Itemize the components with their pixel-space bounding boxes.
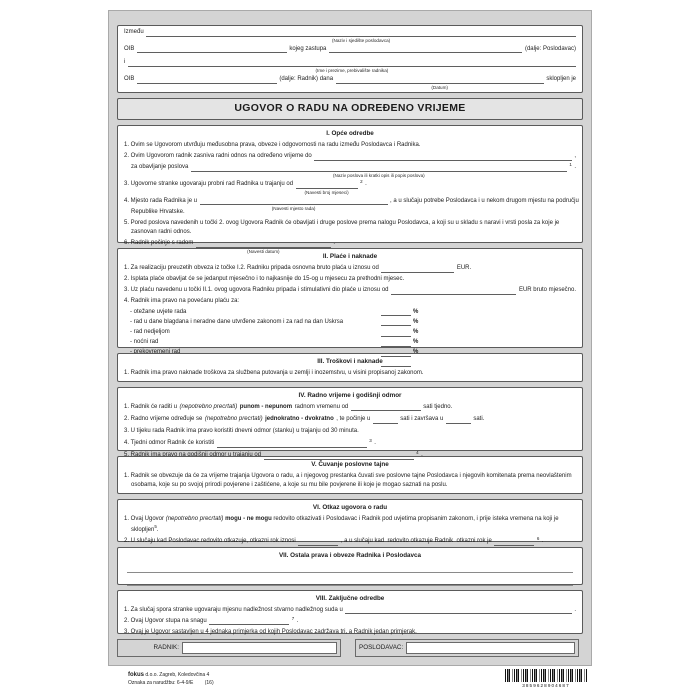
strike-hint: (nepotrebno precrtati) — [165, 516, 224, 522]
clause-text: EUR bruto mjesečno. — [518, 287, 576, 294]
pay-increase-label: - rad nedjeljom — [130, 328, 170, 335]
clause-text: . — [574, 164, 576, 171]
pay-increase-row — [124, 338, 576, 347]
contract-sheet — [108, 10, 592, 666]
weekly-hours-blank — [351, 405, 421, 411]
blank-write-line — [127, 576, 573, 586]
worker-name-hint: (Ime i prezime, prebivalište radnika) — [315, 68, 389, 74]
job-description-hint: (Naziv poslova ili kratki opis ili popis poslova) — [333, 172, 425, 178]
clause-text: . — [296, 617, 299, 624]
court-city-blank — [345, 608, 572, 614]
clause-text: 1. Radnik se obvezuje da će za vrijeme trajanja Ugovora o radu, a i njegovog prestanka čuvati sve poslovne tajne Poslodavca i njegovih komitenata prema neovlaštenim osobama, koje su po svojoj prirodi povjerene i zaštićene, a koje su mu bile povjerene ili koje je mogao saznati na poslu. — [124, 473, 572, 488]
option-text: jednokratno - dvokratno — [265, 415, 334, 422]
blank-write-line — [127, 563, 573, 573]
workplace-blank — [200, 199, 388, 212]
form-line — [124, 537, 576, 546]
pay-increase-label: - rad u dane blagdana i neradne dane utvrđene zakonom i za rad na dan Uskrsa — [130, 318, 344, 325]
pay-increase-row — [124, 328, 576, 337]
clause-text: , te počinje u — [336, 415, 371, 422]
clause-text: 1. Ovaj Ugovor — [124, 516, 165, 522]
effective-date-blank — [209, 619, 289, 625]
form-line — [124, 152, 576, 161]
clause-text: redovito otkazivati i Poslodavac i Radnik pod uvjetima propisanim zakonom, i prije isteka vremena na koji je sklopljen — [131, 516, 559, 533]
worker-short-label: (dalje: Radnik) dana — [279, 76, 334, 83]
and-label: i — [124, 59, 126, 66]
signature-row — [117, 639, 583, 657]
clause-text: . — [574, 606, 576, 613]
clause-text: 3. Ovaj je Ugovor sastavljen u 4 jednaka primjerka od kojih Poslodavac zadržava tri, a Radnik jedan primjerak. — [124, 628, 417, 635]
option-text: mogu - ne mogu — [225, 516, 272, 522]
form-line — [124, 617, 576, 626]
representative-name-blank — [329, 47, 523, 53]
end-date-blank — [314, 155, 572, 161]
clause-text: 4. Radnik ima pravo na povećanu plaću za: — [124, 298, 240, 305]
worker-signature-box — [117, 639, 341, 657]
clause-text: 2. Ovim Ugovorom radnik zasniva radni odnos na određeno vrijeme do — [124, 153, 312, 160]
form-line — [124, 439, 576, 448]
section-heading: VI. Otkaz ugovora o radu — [312, 504, 388, 512]
clause-text: . — [541, 537, 544, 544]
footnote-ref: 4 — [416, 450, 419, 456]
clause-text: . — [333, 239, 336, 246]
form-line — [124, 45, 576, 54]
gross-salary-blank — [381, 267, 454, 273]
footnote-ref: 5 — [154, 523, 157, 529]
clause-text: 5. Pored poslova navedenih u točki 2. ovog Ugovora Radnik će obavljati i druge poslove prema nalogu Poslodavca, a koji su u skladu s naravi i vrsti posla za koje je zasnovan radni odnos. — [124, 219, 560, 235]
section-other-rights — [117, 547, 583, 585]
oib-label: OIB — [124, 76, 135, 83]
worker-signature-field — [182, 642, 337, 654]
employer-signature-label: POSLODAVAC: — [359, 644, 404, 652]
clause-text: 4. Mjesto rada Radnika je u — [124, 197, 198, 204]
employer-signature-box — [355, 639, 579, 657]
percentage-blank — [381, 341, 411, 347]
employer-name-hint: (Naziv i sjedište poslodavca) — [331, 37, 391, 43]
form-line — [124, 239, 576, 254]
barcode-number: 3859628904687 — [522, 682, 570, 688]
clause-text: , — [574, 153, 576, 160]
footnote-ref: 3 — [369, 438, 372, 444]
oib-label: OIB — [124, 45, 135, 52]
section-termination — [117, 499, 583, 542]
form-line — [124, 178, 576, 195]
section-heading: IV. Radno vrijeme i godišnji odmor — [298, 392, 402, 400]
printer-imprint — [128, 672, 214, 686]
form-line — [124, 606, 576, 615]
clause-text: za obavljanje poslova — [131, 164, 189, 171]
start-date-blank — [196, 242, 331, 254]
strike-hint: (nepotrebno precrtati) — [204, 415, 263, 422]
workplace-hint: (Navesti mjesto rada) — [271, 206, 316, 212]
section-expenses — [117, 353, 583, 382]
worker-notice-blank — [494, 540, 534, 546]
clause-text: 1. Za realizaciju preuzetih obveza iz točke I.2. Radniku pripada osnovna bruto plaća u iznosu od — [124, 264, 379, 271]
clause-text: sati tjedno. — [423, 403, 453, 410]
clause-paragraph — [124, 515, 576, 534]
section-business-secrets — [117, 456, 583, 494]
publisher-address: d.o.o. Zagreb, Koledovčina 4 — [145, 672, 210, 678]
section-general-provisions — [117, 125, 583, 254]
clause-text: 1. Za slučaj spora stranke ugovaraju mjesnu nadležnost stvarno nadležnog suda u — [124, 606, 343, 613]
clause-text: radnom vremenu od — [294, 403, 349, 410]
form-line — [124, 286, 576, 295]
section-final-provisions — [117, 590, 583, 634]
form-line — [124, 403, 576, 412]
percent-sign: % — [413, 328, 419, 335]
clause-text: 3. Uz plaću navedenu u točki II.1. ovog ugovora Radniku pripada i stimulativni dio plaće u iznosu od — [124, 287, 389, 294]
clause-text: 3. U tijeku rada Radnik ima pravo koristiti dnevni odmor (stanku) u trajanju od 30 minuta. — [124, 428, 359, 435]
between-label: Između — [124, 29, 144, 35]
order-line — [128, 680, 214, 687]
form-line — [124, 264, 576, 273]
order-number: (16) — [204, 679, 214, 686]
clause-text: 4. Tjedni odmor Radnik će koristiti — [124, 440, 215, 447]
job-description-blank — [191, 166, 567, 178]
barcode — [505, 669, 587, 688]
percent-sign: % — [413, 308, 419, 315]
footnote-ref: 6 — [536, 535, 540, 541]
weekly-rest-blank — [217, 442, 367, 448]
clause-text: sati i završava u — [400, 415, 444, 422]
clause-text: . — [374, 440, 376, 447]
worker-oib-blank — [137, 78, 277, 84]
start-time-blank — [373, 418, 398, 424]
form-line — [124, 415, 576, 424]
section-heading: V. Čuvanje poslovne tajne — [311, 461, 389, 469]
represented-by-label: kojeg zastupa — [289, 45, 327, 52]
clause-text: EUR. — [456, 264, 472, 271]
bonus-salary-blank — [391, 289, 516, 295]
employer-oib-blank — [137, 47, 287, 53]
end-time-blank — [446, 418, 471, 424]
footnote-ref: 7 — [291, 615, 295, 621]
annual-leave-blank — [264, 454, 414, 460]
form-line — [124, 162, 576, 178]
clause-text: 3. Ugovorne stranke ugovaraju probni rad Radnika u trajanju od — [124, 180, 294, 187]
contract-title: UGOVOR O RADU NA ODREĐENO VRIJEME — [117, 98, 583, 120]
employer-short-label: (dalje: Poslodavac) — [524, 45, 576, 52]
clause-text: . — [365, 180, 367, 187]
clause-text: 2. U slučaju kad Poslodavac redovito otkazuje, otkazni rok iznosi — [124, 537, 296, 544]
section-heading: VIII. Zaključne odredbe — [315, 594, 385, 602]
clause-text: 2. Ovaj Ugovor stupa na snagu — [124, 617, 207, 624]
percentage-blank — [381, 331, 411, 337]
clause-text: 6. Radnik počinje s radom — [124, 239, 194, 246]
clause-text: 1. Radnik ima pravo naknade troškova za službena putovanja u zemlji i inozemstvu, u visini propisanoj zakonom. — [124, 369, 424, 376]
concluded-label: sklopljen je — [546, 76, 576, 83]
footnote-ref: 2 — [360, 178, 363, 184]
clause-text: sati. — [473, 415, 485, 422]
percent-sign: % — [413, 339, 419, 346]
section-heading: I. Opće odredbe — [326, 130, 374, 138]
option-text: punom - nepunom — [239, 403, 293, 410]
percentage-blank — [381, 320, 411, 326]
clause-text: 2. Isplata plaće obavljat će se jedanput mjesečno i to najkasnije do 15-og u mjesecu za prethodni mjesec. — [124, 276, 405, 283]
section-salary — [117, 248, 583, 348]
pay-increase-row — [124, 318, 576, 327]
trial-period-blank — [296, 183, 358, 195]
order-code: Oznaka za narudžbu: 6-4-9/E — [128, 679, 194, 686]
percentage-blank — [381, 351, 411, 357]
section-heading: III. Troškovi i naknade — [317, 358, 383, 366]
clause-text: 1. Radnik će raditi u — [124, 403, 178, 410]
trial-period-hint: (Navesti broj mjeseci) — [304, 189, 349, 195]
clause-text: Republike Hrvatske. — [131, 208, 185, 215]
clause-text: , a u slučaju kad redovito otkazuje Radnik otkazni rok je — [340, 537, 492, 544]
date-hint: (Datum) — [431, 84, 448, 90]
clause-text: 1. Ovim se Ugovorom utvrđuju međusobna prava, obveze i odgovornosti na radu između Poslodavca i Radnika. — [124, 141, 421, 148]
form-line — [124, 28, 576, 43]
strike-hint: (nepotrebno precrtati) — [179, 403, 238, 410]
publisher-line — [128, 672, 214, 680]
clause-text: 2. Radno vrijeme određuje se — [124, 415, 203, 422]
worker-name-blank — [128, 61, 576, 74]
parties-header-box — [117, 25, 583, 93]
form-line — [124, 58, 576, 74]
footnote-ref: 1 — [569, 162, 572, 168]
percent-sign: % — [413, 318, 419, 325]
clause-text: , a u slučaju potrebe Poslodavca i u nekom drugom mjestu na području — [390, 197, 579, 204]
pay-increase-label: - otežane uvjete rada — [130, 308, 187, 315]
pay-increase-row — [124, 308, 576, 317]
employer-notice-blank — [298, 540, 338, 546]
start-date-hint: (Navesti datum) — [247, 248, 280, 254]
employer-signature-field — [406, 642, 575, 654]
barcode-bars — [505, 669, 587, 682]
section-working-hours — [117, 387, 583, 456]
worker-signature-label: RADNIK: — [153, 644, 179, 652]
form-line — [124, 75, 576, 90]
section-heading: VII. Ostala prava i obveze Radnika i Poslodavca — [278, 552, 422, 560]
pay-increase-label: - noćni rad — [130, 339, 159, 346]
publisher-name: fokus — [128, 672, 145, 678]
employer-name-blank — [146, 31, 576, 43]
section-heading: II. Plaće i naknade — [322, 253, 378, 261]
percentage-blank — [381, 361, 411, 367]
clause-text: . — [156, 526, 159, 533]
percentage-blank — [381, 310, 411, 316]
date-blank — [336, 78, 544, 90]
